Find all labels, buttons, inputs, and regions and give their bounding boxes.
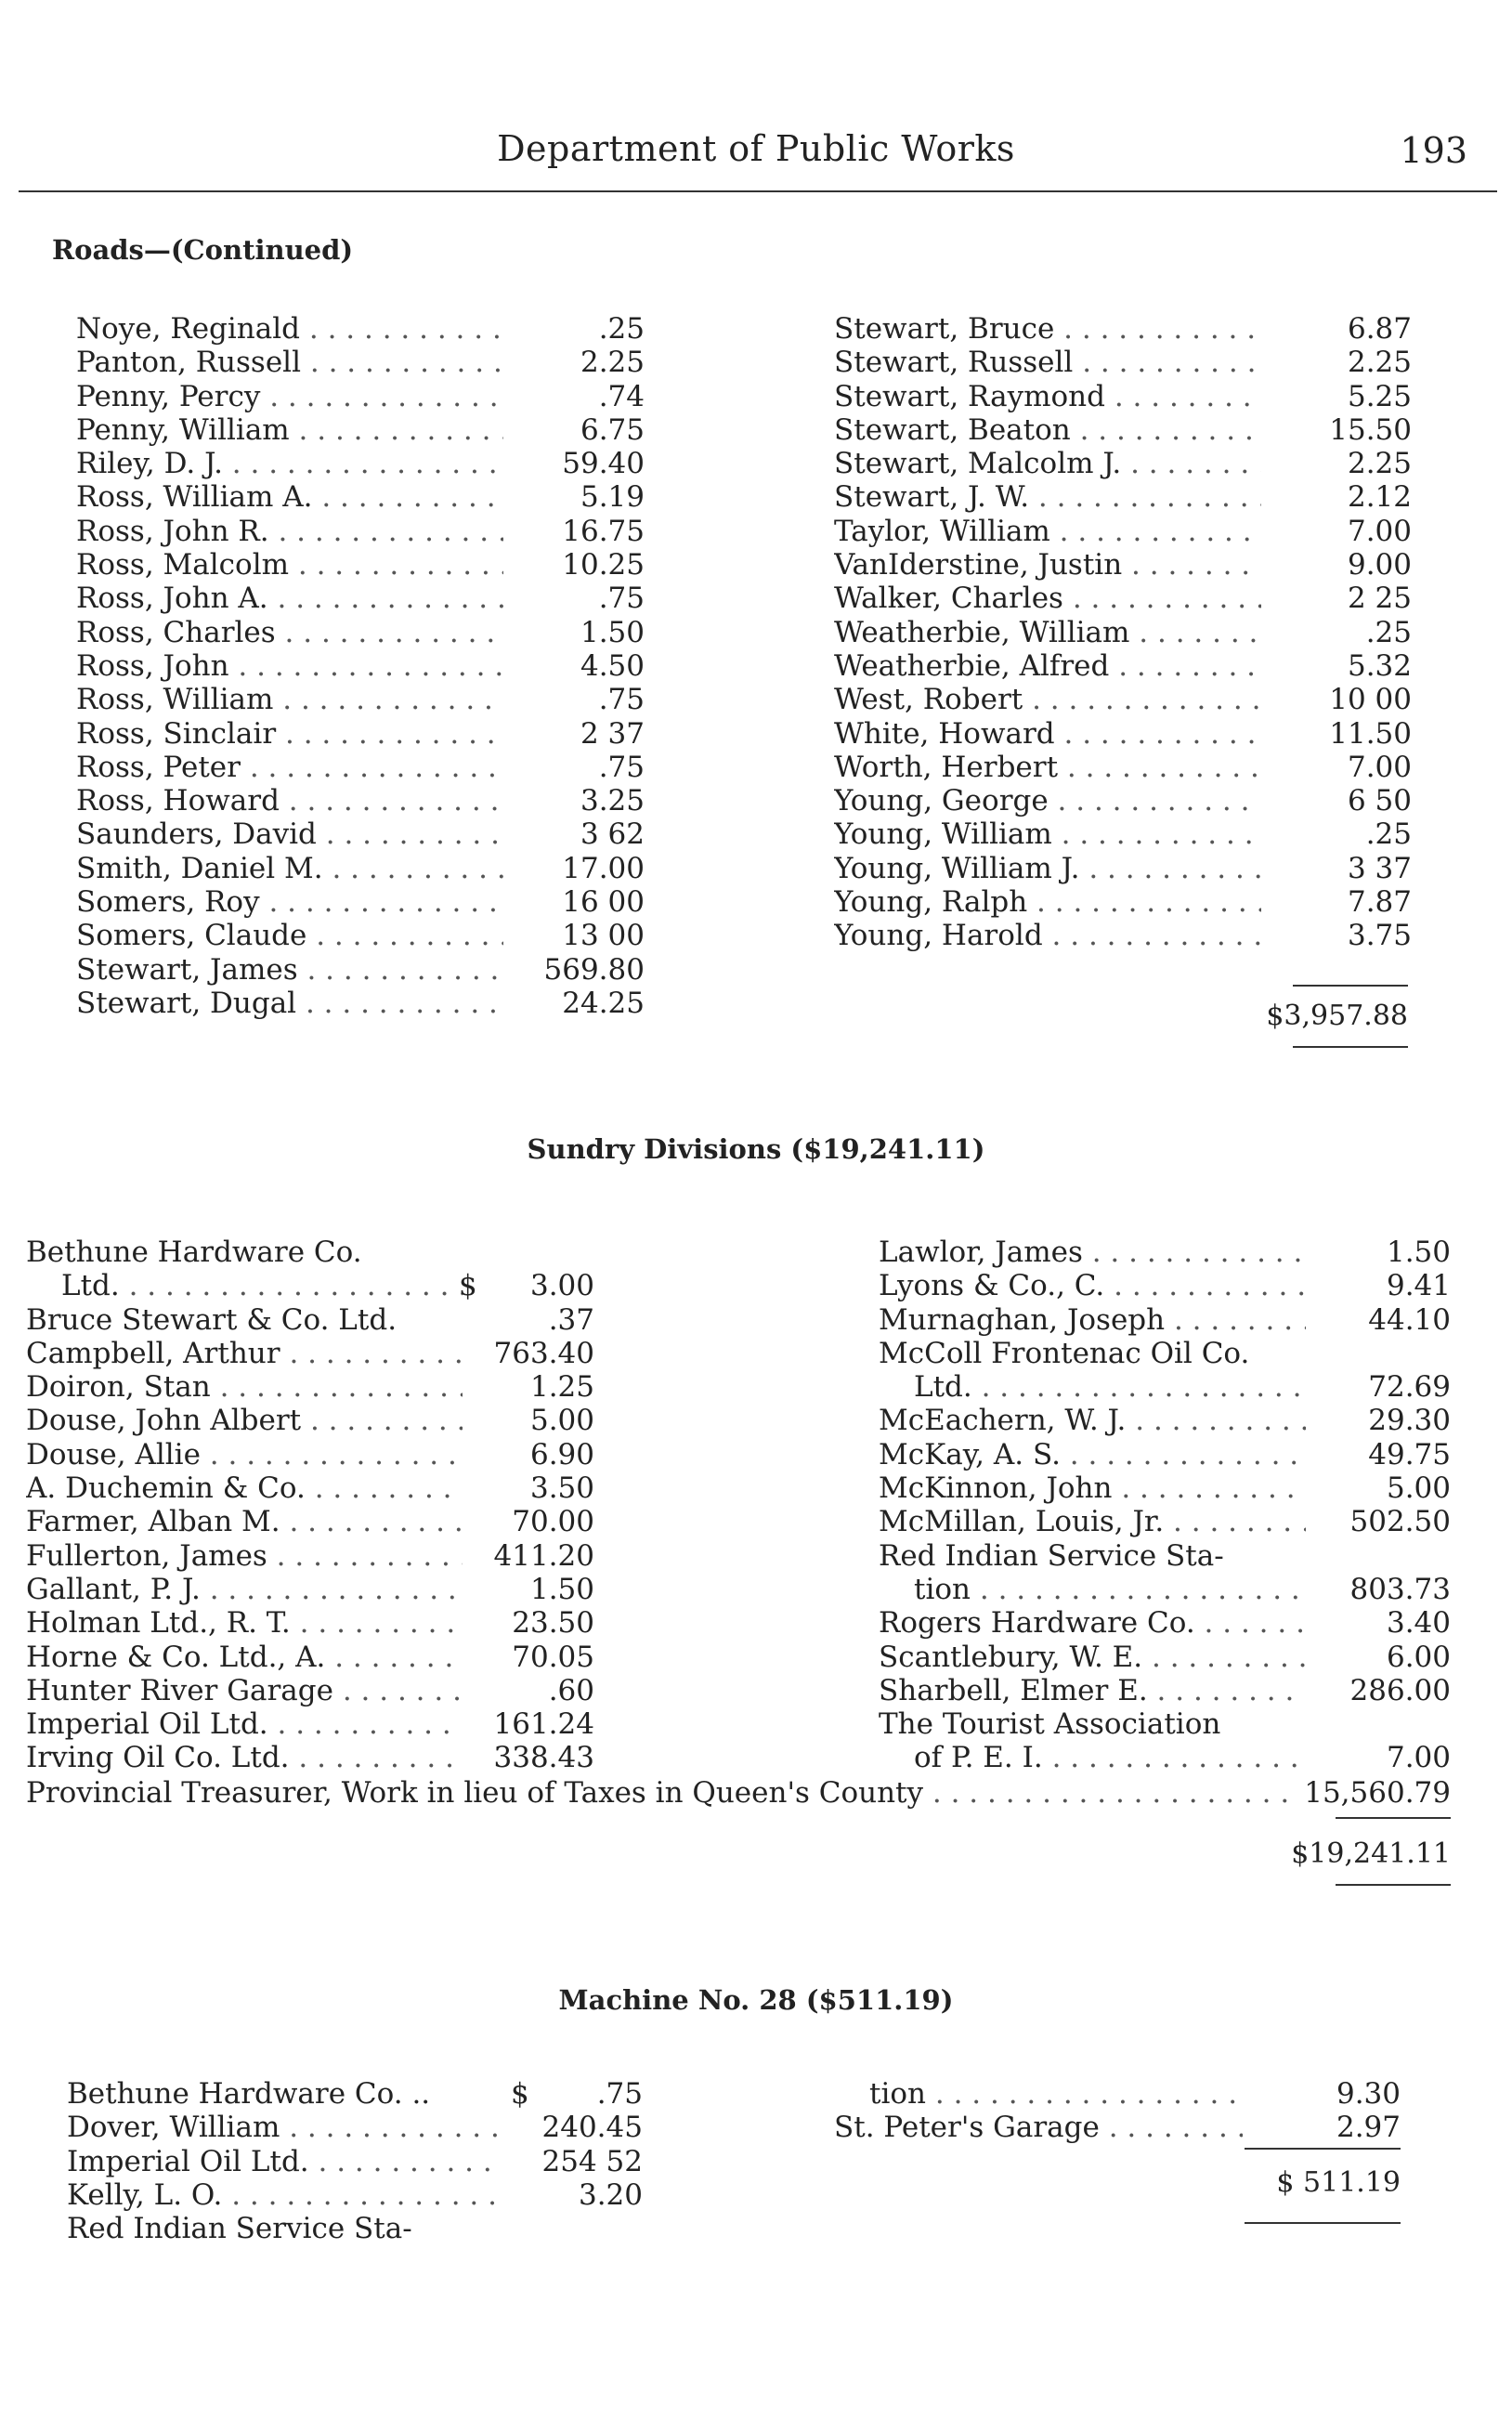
ledger-row: [834, 649, 1412, 683]
ledger-row: [879, 1236, 1451, 1269]
ledger-row: [76, 380, 645, 413]
ledger-row: [26, 1471, 594, 1505]
ledger-row: [834, 616, 1412, 649]
header-rule: [19, 190, 1497, 192]
payee-name: Ross, Sinclair . . .: [76, 717, 503, 751]
payee-name: Stewart, Dugal . . .: [76, 987, 503, 1020]
ledger-row: [67, 2145, 643, 2178]
payee-name: Gallant, P. J. . . .: [26, 1573, 463, 1606]
payment-amount: 7.87: [1347, 885, 1412, 920]
payment-amount: 13 00: [562, 919, 645, 953]
machine-right-column: [834, 2077, 1401, 2145]
payment-amount: 3.50: [529, 1471, 594, 1506]
payee-name: Lyons & Co., C. . . .: [879, 1269, 1306, 1302]
payment-amount: .25: [1365, 817, 1412, 852]
payment-amount: .60: [548, 1673, 594, 1707]
payment-amount: 803.73: [1349, 1572, 1451, 1606]
ledger-row: [76, 751, 645, 784]
payee-name: Doiron, Stan . . .: [26, 1370, 463, 1404]
payee-name: Bethune Hardware Co.: [26, 1236, 362, 1269]
payment-amount: 569.80: [543, 952, 645, 987]
payee-name: Somers, Roy . . .: [76, 885, 503, 919]
ledger-row: [26, 1539, 594, 1573]
payee-name: Rogers Hardware Co. . . .: [879, 1606, 1306, 1640]
payment-amount: 7.00: [1347, 514, 1412, 548]
payment-amount: 6.00: [1386, 1640, 1451, 1674]
payee-name: A. Duchemin & Co. . . .: [26, 1471, 463, 1505]
payment-amount: 10.25: [562, 548, 645, 582]
payment-amount: .37: [548, 1302, 594, 1337]
payment-amount: 2.97: [1336, 2111, 1401, 2145]
ledger-row: [26, 1505, 594, 1538]
roads-total-rule: [1293, 1046, 1408, 1048]
ledger-row: [834, 413, 1412, 447]
ledger-row: [834, 2077, 1401, 2111]
payment-amount: 6.75: [580, 412, 645, 447]
payee-name: Stewart, Russell . . .: [834, 346, 1261, 379]
payee-name: Young, William . . .: [834, 817, 1261, 851]
payee-name: Douse, Allie . . .: [26, 1438, 463, 1471]
payment-amount: 4.50: [580, 648, 645, 683]
payment-amount: 44.10: [1368, 1302, 1451, 1337]
ledger-row: [76, 480, 645, 514]
payee-name: Young, Harold . . .: [834, 919, 1261, 952]
ledger-row: [834, 683, 1412, 716]
payment-amount: 70.00: [512, 1505, 594, 1539]
payee-name: Noye, Reginald . . .: [76, 312, 503, 346]
payee-name: Bethune Hardware Co. ..: [67, 2077, 431, 2111]
payee-name: West, Robert . . .: [834, 683, 1261, 716]
payee-name: Weatherbie, Alfred . . .: [834, 649, 1261, 683]
payee-name: Weatherbie, William . . .: [834, 616, 1261, 649]
payment-amount: 1.50: [529, 1572, 594, 1606]
payee-name: Douse, John Albert . . .: [26, 1404, 463, 1437]
payee-name: Ross, John . . .: [76, 649, 503, 683]
ledger-row: [879, 1438, 1451, 1471]
ledger-row: [834, 480, 1412, 514]
payment-amount: 1.50: [1386, 1236, 1451, 1269]
payee-name: Smith, Daniel M. . . .: [76, 852, 503, 885]
roads-total: $3,957.88: [1266, 1000, 1408, 1032]
payee-name: Red Indian Service Sta-: [67, 2212, 412, 2246]
payment-amount: 240.45: [541, 2111, 643, 2145]
ledger-row: [879, 1303, 1451, 1337]
payment-amount: 2.25: [1347, 346, 1412, 380]
sundry-left-column: [26, 1236, 594, 1775]
payee-name: Ross, John A. . . .: [76, 582, 503, 615]
payment-amount: 6 50: [1347, 784, 1412, 818]
running-header-title: Department of Public Works: [497, 128, 1015, 169]
payment-amount: 2 25: [1347, 582, 1412, 616]
payment-amount: 70.05: [512, 1640, 594, 1674]
payment-amount: 49.75: [1368, 1437, 1451, 1471]
payment-amount: 286.00: [1349, 1673, 1451, 1707]
ledger-row: [26, 1269, 594, 1302]
sundry-subtotal-rule: [1336, 1817, 1451, 1819]
ledger-row: [67, 2212, 643, 2245]
payee-name: Penny, William . . .: [76, 413, 503, 447]
ledger-row: [834, 312, 1412, 346]
roads-right-column: [834, 312, 1412, 953]
payment-amount: 5.00: [1386, 1471, 1451, 1506]
payee-name: tion . . .: [869, 2077, 1243, 2111]
payee-name: Dover, William . . .: [67, 2111, 503, 2144]
ledger-row: [879, 1505, 1451, 1538]
ledger-row: [834, 885, 1412, 919]
ledger-row: [879, 1269, 1451, 1302]
payee-name: Worth, Herbert . . .: [834, 751, 1261, 784]
ledger-row: [76, 919, 645, 952]
payment-amount: 29.30: [1368, 1404, 1451, 1438]
payment-amount: 24.25: [562, 986, 645, 1020]
ledger-row: [879, 1606, 1451, 1640]
payment-amount: 5.00: [529, 1404, 594, 1438]
payment-amount: 6.90: [529, 1437, 594, 1471]
ledger-row: [879, 1471, 1451, 1505]
ledger-row: [26, 1303, 594, 1337]
payment-amount: 2.25: [580, 346, 645, 380]
payment-amount: 3.00: [529, 1269, 594, 1303]
payee-name: Taylor, William . . .: [834, 515, 1261, 548]
ledger-row: [26, 1236, 594, 1269]
payee-name: Sharbell, Elmer E. . . .: [879, 1674, 1306, 1707]
ledger-row: [879, 1573, 1451, 1606]
machine-total: $ 511.19: [1276, 2166, 1401, 2199]
payee-name: McKinnon, John . . .: [879, 1471, 1306, 1505]
ledger-row: [879, 1641, 1451, 1674]
ledger-row: [834, 717, 1412, 751]
payment-amount: 5.19: [580, 480, 645, 515]
payment-amount: 7.00: [1347, 750, 1412, 784]
payment-amount: 5.32: [1347, 648, 1412, 683]
provincial-treasurer-amount: 15,560.79: [1291, 1775, 1451, 1811]
ledger-row: [67, 2111, 643, 2144]
payment-amount: .75: [596, 2077, 643, 2111]
payment-amount: 3 37: [1347, 851, 1412, 885]
ledger-row: [26, 1337, 594, 1370]
payee-name: The Tourist Association: [879, 1707, 1221, 1742]
ledger-row: [879, 1337, 1451, 1370]
payee-name: Stewart, J. W. . . .: [834, 480, 1261, 514]
ledger-row: [26, 1641, 594, 1674]
payee-name: Ross, William A. . . .: [76, 480, 503, 514]
payee-name: Farmer, Alban M. . . .: [26, 1505, 463, 1538]
payee-name: Penny, Percy . . .: [76, 380, 503, 413]
machine-subtotal-rule: [1245, 2148, 1401, 2150]
ledger-row: [26, 1707, 594, 1741]
machine-total-rule: [1245, 2222, 1401, 2224]
payee-name: Panton, Russell . . .: [76, 346, 503, 379]
ledger-row: [834, 582, 1412, 615]
provincial-treasurer-entry: Provincial Treasurer, Work in lieu of Taxes in Queen's County . . .: [26, 1775, 1326, 1811]
payee-name: Stewart, Bruce . . .: [834, 312, 1261, 346]
ledger-row: [76, 649, 645, 683]
payment-amount: 411.20: [493, 1538, 594, 1573]
ledger-row: [76, 616, 645, 649]
payee-name: McEachern, W. J. . . .: [879, 1404, 1306, 1437]
payee-name: Red Indian Service Sta-: [879, 1538, 1224, 1573]
payment-amount: 161.24: [493, 1707, 594, 1742]
payment-amount: 1.25: [529, 1370, 594, 1405]
ledger-row: [76, 852, 645, 885]
ledger-row: [76, 717, 645, 751]
payment-amount: 16.75: [562, 514, 645, 548]
dollar-sign: $: [459, 1269, 477, 1303]
ledger-row: [26, 1741, 594, 1774]
payee-name: Irving Oil Co. Ltd. . . .: [26, 1741, 463, 1774]
ledger-row: [76, 312, 645, 346]
ledger-row: [879, 1674, 1451, 1707]
sundry-right-column: [879, 1236, 1451, 1775]
payee-name: Lawlor, James . . .: [879, 1236, 1306, 1269]
payee-name: tion . . .: [914, 1573, 1306, 1606]
payee-name: Murnaghan, Joseph . . .: [879, 1303, 1306, 1337]
payment-amount: 9.30: [1336, 2077, 1401, 2111]
payee-name: Ross, John R. . . .: [76, 515, 503, 548]
payment-amount: 338.43: [493, 1741, 594, 1775]
payment-amount: 502.50: [1349, 1505, 1451, 1539]
ledger-row: [76, 817, 645, 851]
ledger-row: [26, 1370, 594, 1404]
payee-name: Ltd. . . .: [61, 1269, 463, 1302]
ledger-row: [879, 1404, 1451, 1437]
ledger-row: [76, 413, 645, 447]
ledger-row: [76, 346, 645, 379]
ledger-row: [26, 1404, 594, 1437]
ledger-row: [76, 987, 645, 1020]
payment-amount: .25: [598, 312, 645, 346]
payment-amount: 3 62: [580, 817, 645, 852]
payee-name: Campbell, Arthur . . .: [26, 1337, 463, 1370]
ledger-row: [26, 1438, 594, 1471]
payee-name: Walker, Charles . . .: [834, 582, 1261, 615]
ledger-row: [879, 1370, 1451, 1404]
payee-name: Young, William J. . . .: [834, 852, 1261, 885]
payment-amount: 15.50: [1329, 412, 1412, 447]
payment-amount: .74: [598, 379, 645, 413]
payee-name: Scantlebury, W. E. . . .: [879, 1641, 1306, 1674]
payee-name: Fullerton, James . . .: [26, 1539, 463, 1573]
payment-amount: 59.40: [562, 447, 645, 481]
ledger-row: [76, 784, 645, 817]
payee-name: VanIderstine, Justin . . .: [834, 548, 1261, 582]
payee-name: Holman Ltd., R. T. . . .: [26, 1606, 463, 1640]
payment-amount: 11.50: [1329, 716, 1412, 751]
payment-amount: 2.12: [1347, 480, 1412, 515]
sundry-total-rule: [1336, 1884, 1451, 1886]
payee-name: Young, George . . .: [834, 784, 1261, 817]
payment-amount: 9.41: [1386, 1269, 1451, 1303]
payment-amount: 6.87: [1347, 312, 1412, 346]
payee-name: Imperial Oil Ltd. . . .: [67, 2145, 503, 2178]
ledger-row: [76, 548, 645, 582]
payee-name: Hunter River Garage . . .: [26, 1674, 463, 1707]
ledger-row: [67, 2178, 643, 2212]
payee-name: Bruce Stewart & Co. Ltd.: [26, 1302, 398, 1337]
payment-amount: 16 00: [562, 885, 645, 920]
payment-amount: 3.75: [1347, 919, 1412, 953]
ledger-row: [834, 817, 1412, 851]
ledger-row: [26, 1606, 594, 1640]
payment-amount: 17.00: [562, 851, 645, 885]
payee-name: Somers, Claude . . .: [76, 919, 503, 952]
roads-left-column: [76, 312, 645, 1020]
payee-name: Ross, William . . .: [76, 683, 503, 716]
payee-name: Horne & Co. Ltd., A. . . .: [26, 1641, 463, 1674]
dollar-sign: $: [511, 2077, 529, 2111]
ledger-row: [834, 447, 1412, 480]
payment-amount: 254 52: [541, 2144, 643, 2178]
ledger-row: [834, 784, 1412, 817]
payment-amount: 9.00: [1347, 548, 1412, 582]
payee-name: Stewart, Malcolm J. . . .: [834, 447, 1261, 480]
ledger-row: [76, 683, 645, 716]
ledger-row: [26, 1573, 594, 1606]
payment-amount: 2.25: [1347, 447, 1412, 481]
ledger-row: [76, 447, 645, 480]
ledger-row: [76, 582, 645, 615]
ledger-row: [76, 515, 645, 548]
ledger-row: [834, 852, 1412, 885]
ledger-row: [834, 919, 1412, 952]
payment-amount: 1.50: [580, 615, 645, 649]
payee-name: McKay, A. S. . . .: [879, 1438, 1306, 1471]
ledger-row: [834, 515, 1412, 548]
sundry-total: $19,241.11: [1291, 1837, 1451, 1870]
payee-name: White, Howard . . .: [834, 717, 1261, 751]
page-number: 193: [1400, 130, 1467, 171]
payee-name: Stewart, James . . .: [76, 953, 503, 987]
payee-name: Riley, D. J. . . .: [76, 447, 503, 480]
ledger-row: [879, 1707, 1451, 1741]
payment-amount: 7.00: [1386, 1741, 1451, 1775]
payee-name: Ltd. . . .: [914, 1370, 1306, 1404]
payment-amount: 3.40: [1386, 1606, 1451, 1641]
payment-amount: 3.20: [578, 2177, 643, 2212]
ledger-row: [879, 1741, 1451, 1774]
payment-amount: .75: [598, 683, 645, 717]
roads-section-title: Roads—(Continued): [52, 234, 354, 266]
ledger-row: [834, 751, 1412, 784]
payee-name: Saunders, David . . .: [76, 817, 503, 851]
ledger-row: [67, 2077, 643, 2111]
ledger-row: [834, 548, 1412, 582]
payee-name: Kelly, L. O. . . .: [67, 2178, 503, 2212]
ledger-row: [834, 346, 1412, 379]
payee-name: Stewart, Raymond . . .: [834, 380, 1261, 413]
payee-name: Young, Ralph . . .: [834, 885, 1261, 919]
payment-amount: 72.69: [1368, 1370, 1451, 1405]
payee-name: McMillan, Louis, Jr. . . .: [879, 1505, 1306, 1538]
machine-left-column: [67, 2077, 643, 2245]
machine-section-title: Machine No. 28 ($511.19): [558, 1984, 954, 2016]
payment-amount: 3.25: [580, 784, 645, 818]
payee-name: St. Peter's Garage . . .: [834, 2111, 1243, 2144]
payment-amount: .75: [598, 582, 645, 616]
payee-name: Stewart, Beaton . . .: [834, 413, 1261, 447]
payment-amount: 763.40: [493, 1336, 594, 1370]
ledger-row: [76, 885, 645, 919]
payee-name: Ross, Malcolm . . .: [76, 548, 503, 582]
ledger-row: [76, 953, 645, 987]
roads-subtotal-rule: [1293, 985, 1408, 987]
ledger-row: [879, 1539, 1451, 1573]
payee-name: Imperial Oil Ltd. . . .: [26, 1707, 463, 1741]
payment-amount: 23.50: [512, 1606, 594, 1641]
ledger-row: [834, 380, 1412, 413]
ledger-row: [26, 1674, 594, 1707]
payee-name: Ross, Charles . . .: [76, 616, 503, 649]
sundry-section-title: Sundry Divisions ($19,241.11): [527, 1133, 985, 1165]
payment-amount: .25: [1365, 615, 1412, 649]
payment-amount: .75: [598, 750, 645, 784]
payment-amount: 10 00: [1329, 683, 1412, 717]
payee-name: Ross, Peter . . .: [76, 751, 503, 784]
payee-name: McColl Frontenac Oil Co.: [879, 1336, 1250, 1370]
ledger-row: [834, 2111, 1401, 2144]
payment-amount: 2 37: [580, 716, 645, 751]
payee-name: Ross, Howard . . .: [76, 784, 503, 817]
payment-amount: 5.25: [1347, 379, 1412, 413]
payee-name: of P. E. I. . . .: [914, 1741, 1306, 1774]
